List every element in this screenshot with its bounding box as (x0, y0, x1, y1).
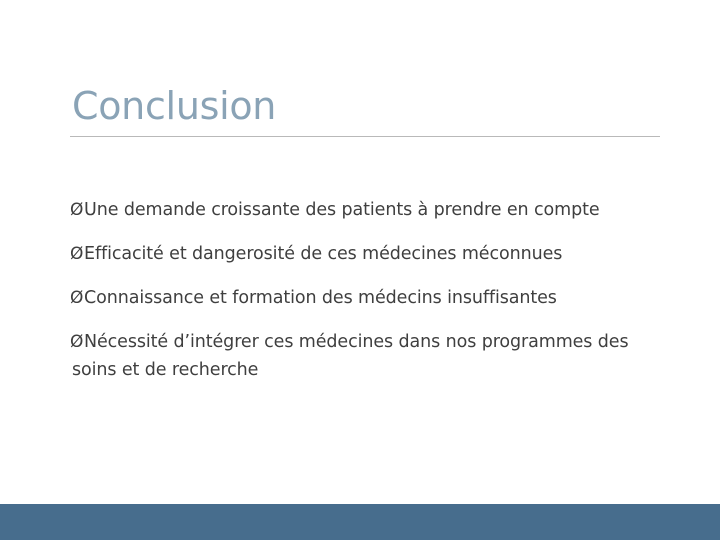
arrow-bullet-icon: Ø (70, 244, 84, 264)
slide-title: Conclusion (72, 84, 277, 128)
bullet-item (72, 240, 672, 268)
bullet-item (72, 284, 672, 312)
arrow-bullet-icon: Ø (70, 288, 84, 308)
bullet-item (72, 196, 672, 224)
footer-bar (0, 504, 720, 540)
arrow-bullet-icon: Ø (70, 200, 84, 220)
bullet-text: Connaissance et formation des médecins insuffisantes (84, 288, 557, 308)
bullet-item (72, 328, 672, 384)
bullet-list (72, 196, 672, 400)
bullet-text: Nécessité d’intégrer ces médecines dans nos programmes des soins et de recherche (72, 332, 629, 380)
title-divider (70, 136, 660, 137)
bullet-text: Une demande croissante des patients à prendre en compte (84, 200, 600, 220)
bullet-text: Efficacité et dangerosité de ces médecines méconnues (84, 244, 563, 264)
arrow-bullet-icon: Ø (70, 332, 84, 352)
